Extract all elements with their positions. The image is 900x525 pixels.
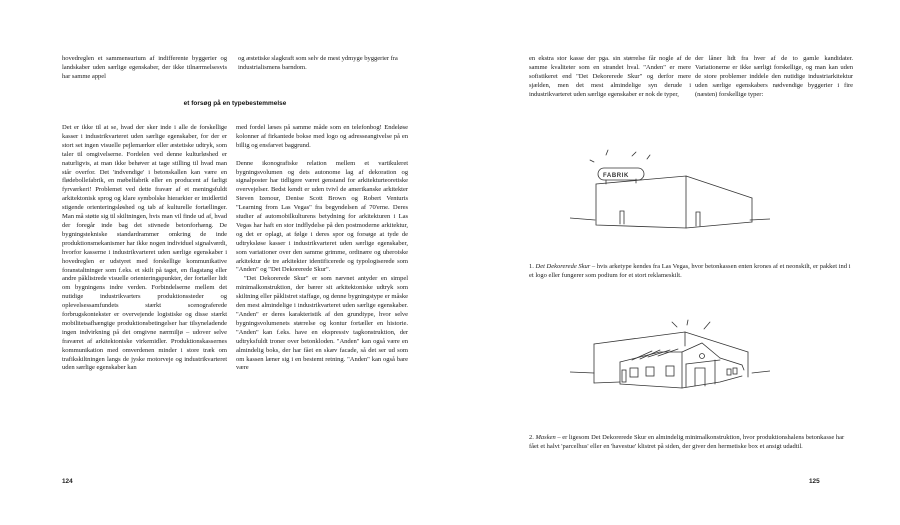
- sketch-mask-house-icon: [570, 310, 770, 420]
- paragraph: "Det Dekorerede Skur" er som nævnet antyder en simpel minimalkonstruktion, der bærer sit arkitektoniske udtryk som skiltning eller påklistret staffage, og denne bygningstype er måske den mest almindelige i industrikvarteret uden særlige egenskaber. "Anden" er deres karakteristik af den grundtype, hvor selve bygningsvolumenets størrelse og kontur fortæller en historie. "Anden" kan f.eks. have en ekspressiv tagkonstruktion, der udtryksfuldt troner over betonkloden. "Anden" kan også være en almindelig boks, der har fået en skæv facade, så det ser ud som om kassen læner sig i en bestemt retning. "Anden" kan også bare være: [236, 275, 408, 372]
- sketch-decorated-shed-icon: [570, 140, 770, 250]
- paragraph: Denne ikonografiske relation mellem et vartikuleret bygningsvolumen og dets autonome lag af dekoration og signalposter har tidligere været genstand for arkitekturteoretiske overvejelser. Bedst kendt er uden tvivl de amerikanske arkitekter Steven Izenour, Denise Scott Brown og Robert Venturis "Learning from Las Vegas" fra begyndelsen af 70'erne. Deres studier af automobilkulturens betydning for arkitekturen i Las Vegas har haft en stor indflydelse på den postmoderne arkitektur, og det er oplagt, at følge i deres spor og forsøge at tyde de udtryksløse kasser i industrikvarteret uden særlige egenskaber, som variationer over den samme grimme, ordinære og uheroiske arkitektur de tre arkitekter identificerede og typologiserede som "Anden" og "Det Dekorerede Skur".: [236, 159, 408, 274]
- figure-title: Det Dekorerede Skur: [535, 263, 591, 270]
- figure-title: Masken: [535, 434, 556, 441]
- paragraph: der låner lidt fra hver af de to gamle kandidater. Variationerne er ikke særligt forskellige, og man kan uden de store problemer inddele den nutidige industriarkitektur uden særlige egenskabers nødvendige byggerier i fire (næsten) forskellige typer:: [695, 55, 853, 98]
- figure-1-illustration: [570, 140, 770, 250]
- left-top-column-2: [238, 55, 408, 73]
- figure-caption-text: – hvis arketype kendes fra Las Vegas, hvor betonkassen enten krones af et neonskilt, er pakket ind i et logo eller fungerer som podium for et stort reklameskilt.: [529, 263, 851, 279]
- sign-text: FABRIK: [603, 173, 629, 179]
- page-number-right: 125: [809, 478, 820, 485]
- page-number-left: 124: [62, 478, 73, 485]
- figure-1-caption: [529, 262, 851, 280]
- figure-2-illustration: [570, 310, 770, 420]
- figure-2-caption: [529, 433, 851, 451]
- left-top-column-1: [62, 55, 227, 82]
- paragraph: og æstetiske slagkraft som selv de mest ydmyge byggerier fra industrialismens barndom.: [238, 55, 398, 71]
- figure-number: 2.: [529, 434, 536, 441]
- paragraph: hovedreglen et sammensurium af indifferente byggerier og landskaber uden særlige egenskaber, der ikke tilnærmelsesvis har samme appel: [62, 55, 227, 80]
- right-top-column-2: [695, 55, 853, 100]
- right-top-column-1: [529, 55, 691, 100]
- figure-caption-text: – er ligesom Det Dekorerede Skur en almindelig minimalkonstruktion, hvor produktionshalens betonkasse har fået et halvt 'parcelhus' eller en 'havestue' klistret på siden, der giver den hermetiske box et ansigt udadtil.: [529, 434, 845, 450]
- figure-number: 1.: [529, 263, 536, 270]
- paragraph: med fordel læses på samme måde som en telefonbog! Endeløse kolonner af firkantede bokse med logo og adresseangivelse på en billig og ensfarvet baggrund.: [236, 124, 408, 149]
- paragraph: en ekstra stor kasse der pga. sin størrelse får nogle af de samme kvaliteter som en strandet hval. "Anden" er mere sofistikeret end "Det Dekorerede Skur" og derfor mere sjælden, men det mest almindelige syn derude i industrikvarteret uden særlige egenskaber er nok de typer,: [529, 55, 691, 98]
- paragraph: Det er ikke til at se, hvad der sker inde i alle de forskellige kasser i industrikvarteret uden særlige egenskaber, for der er stort set ingen visuelle pejlemærker eller æstetiske udtryk, som taler til omgivelserne. Fordelen ved denne kulturløshed er naturligvis, at man ikke behøver at tage stilling til hvad man står overfor. Det 'indvendige' i betonskallen kan være en flødebollefabrik, en møbelfabrik eller en producent af farligt fyrværkeri! Problemet ved dette fravær af et meningsfuldt arkitektonisk sprog og klare symbolske hierarkier er imidlertid stigende orienteringsløshed og tab af kulturelle fortællinger. Man må støtte sig til skiltningen, hvis man vil finde ud af, hvad der foregår inde bag det stivnede betonforhæng. De bygningstekniske standardrammer omkring de inde produktionsmekanismer har ikke nogen individuel signalværdi, hvorfor kasserne i industrikvarteret uden særlige egenskaber i hovedreglen er udstyret med forskellige kommunikative foranstaltninger som f.eks. et skilt på taget, en flagstang eller andre påklistrede visuelle orienteringspunkter, der fortæller lidt om bygningens indre verden. Forbindelserne mellem det nutidige industrikvarters produktionssteder og oplevelsessamfundets stærkt scenograferede forbrugskontekster er overvejende logistiske og disse stærkt mobilitetsafhængige produktionsbetingelser har tilsyneladende ingen indvirkning på det omgivne nærmiljø – udover selve fraværet af arkitektoniske virkemidler. Produktionskassernes kommunikation med omverdenen minder i store træk om trafikskiltningen langs de jyske motorveje og industrikvarteret uden særlige egenskaber kan: [62, 124, 227, 372]
- section-heading: et forsøg på en typebestemmelse: [183, 100, 287, 107]
- left-body-column-1: [62, 124, 227, 373]
- left-body-column-2: [236, 124, 408, 373]
